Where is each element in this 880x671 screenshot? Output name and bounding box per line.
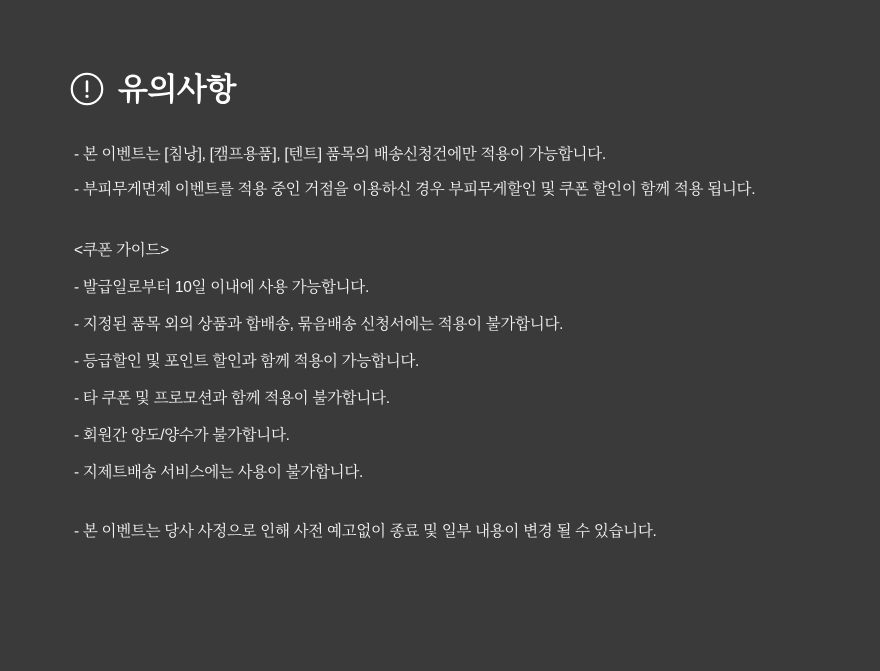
notice-body xyxy=(70,146,810,540)
coupon-guide-line: - 회원간 양도/양수가 불가합니다. xyxy=(74,427,290,445)
coupon-guide-line: - 지제트배송 서비스에는 사용이 불가합니다. xyxy=(74,464,364,482)
page-title: 유의사항 xyxy=(118,71,236,107)
coupon-guide-line: - 등급할인 및 포인트 할인과 함께 적용이 가능합니다. xyxy=(74,353,420,371)
exclamation-circle-icon xyxy=(70,72,104,106)
section-spacer xyxy=(70,501,810,523)
coupon-guide-line: - 지정된 품목 외의 상품과 합배송, 묶음배송 신청서에는 적용이 불가합니다. xyxy=(74,316,564,334)
section-spacer xyxy=(70,216,810,242)
notice-intro-line: - 본 이벤트는 [침낭], [캠프용품], [텐트] 품목의 배송신청건에만 적용이 가능합니다. xyxy=(74,146,606,163)
coupon-guide-line: - 발급일로부터 10일 이내에 사용 가능합니다. xyxy=(74,279,369,297)
coupon-guide-heading: <쿠폰 가이드> xyxy=(74,242,169,260)
notice-intro-line: - 부피무게면제 이벤트를 적용 중인 거점을 이용하신 경우 부피무게할인 및 쿠폰 할인이 함께 적용 됩니다. xyxy=(74,181,756,199)
notice-footer-line: - 본 이벤트는 당사 사정으로 인해 사전 예고없이 종료 및 일부 내용이 변경 될 수 있습니다. xyxy=(74,523,657,541)
coupon-guide-line: - 타 쿠폰 및 프로모션과 함께 적용이 불가합니다. xyxy=(74,390,390,408)
notice-header xyxy=(70,72,810,106)
